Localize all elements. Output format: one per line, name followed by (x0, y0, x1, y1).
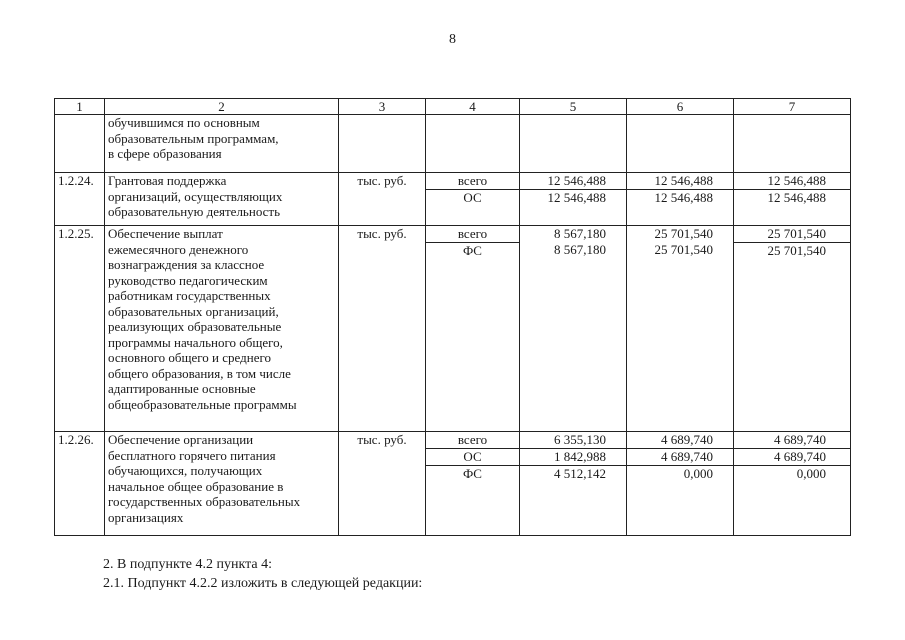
col7-values: 12 546,488 12 546,488 (734, 173, 851, 226)
row-description: Грантовая поддержка организаций, осуществляющих образовательную деятельность (105, 173, 339, 226)
col5-values: 6 355,130 1 842,988 4 512,142 (520, 432, 627, 536)
table-row (55, 226, 851, 432)
column-header: 5 (520, 99, 627, 115)
financing-type-cell: всего ОС ФС (426, 432, 520, 536)
footer-paragraph: 2. В подпункте 4.2 пункта 4: (103, 557, 272, 572)
table-row (55, 432, 851, 536)
column-header: 6 (627, 99, 734, 115)
row-code: 1.2.24. (55, 173, 105, 226)
row-code: 1.2.25. (55, 226, 105, 432)
row-unit: тыс. руб. (339, 432, 426, 536)
col6-values: 4 689,740 4 689,740 0,000 (627, 432, 734, 536)
row-description: обучившимся по основным образовательным программам, в сфере образования (105, 115, 339, 173)
table-header-row (55, 99, 851, 115)
column-header: 7 (734, 99, 851, 115)
col6-values: 25 701,540 25 701,540 (627, 226, 734, 432)
row-code: 1.2.26. (55, 432, 105, 536)
col5-values: 8 567,180 8 567,180 (520, 226, 627, 432)
column-header: 3 (339, 99, 426, 115)
table-row (55, 173, 851, 226)
financing-type-cell: всего ОС (426, 173, 520, 226)
column-header: 2 (105, 99, 339, 115)
row-unit: тыс. руб. (339, 226, 426, 432)
footer-paragraph: 2.1. Подпункт 4.2.2 изложить в следующей редакции: (103, 576, 423, 591)
budget-table (54, 98, 851, 536)
financing-type-cell: всего ФС (426, 226, 520, 432)
col6-values: 12 546,488 12 546,488 (627, 173, 734, 226)
column-header: 4 (426, 99, 520, 115)
column-header: 1 (55, 99, 105, 115)
col7-values: 4 689,740 4 689,740 0,000 (734, 432, 851, 536)
col7-values: 25 701,540 25 701,540 (734, 226, 851, 432)
page-number: 8 (449, 32, 456, 47)
row-unit: тыс. руб. (339, 173, 426, 226)
row-description: Обеспечение выплат ежемесячного денежного вознаграждения за классное руководство педагогическим работникам государственных образовательных организаций, реализующих образовательные программы начального общего, основного общего и среднего общего образования, в том числе адаптированные основные общеобразовательные программы (105, 226, 339, 432)
continuation-row (55, 115, 851, 173)
row-description: Обеспечение организации бесплатного горячего питания обучающихся, получающих начальное общее образование в государственных образовательных организациях (105, 432, 339, 536)
col5-values: 12 546,488 12 546,488 (520, 173, 627, 226)
